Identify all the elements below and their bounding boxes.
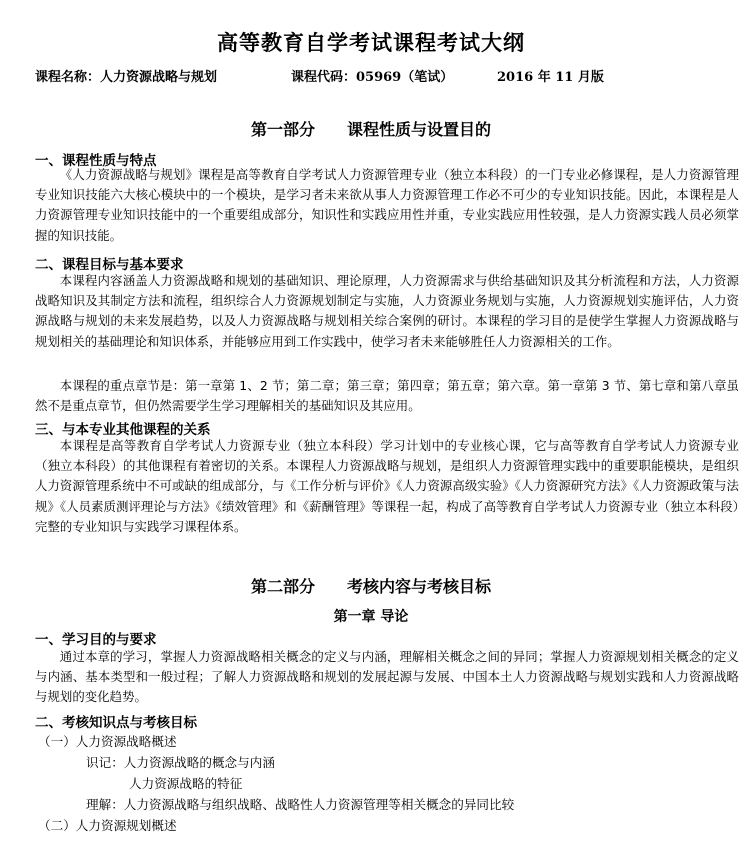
understand-line-1: 理解：人力资源战略与组织战略、战略性人力资源管理等相关概念的异同比较: [86, 797, 515, 812]
section-heading-relations: 三、与本专业其他课程的关系: [35, 422, 211, 438]
course-code: 课程代码：05969（笔试）: [291, 70, 454, 85]
recall-line-1: 识记：人力资源战略的概念与内涵: [86, 755, 275, 770]
chapter-one-title: 第一章 导论: [333, 609, 409, 625]
part-one-title: 第一部分 课程性质与设置目的: [250, 120, 491, 139]
section-heading-objectives: 二、课程目标与基本要求: [35, 257, 184, 273]
item-hr-strategy-overview: （一）人力资源战略概述: [38, 734, 177, 749]
paragraph-nature: 《人力资源战略与规划》课程是高等教育自学考试人力资源管理专业（独立本科段）的一门专业必修课程，是人力资源管理专业知识技能六大核心模块中的一个模块，是学习者未来欲从事人力资源管理工作必不可少的专业知识技能。因此，本课程是人力资源管理专业知识技能中的一个重要组成部分，知识性和实践应用性并重，专业实践应用性较强，是人力资源实践人员必须掌握的知识技能。: [35, 167, 739, 243]
edition-date: 2016 年 11 月版: [497, 70, 604, 85]
paragraph-learning-goals: 通过本章的学习，掌握人力资源战略相关概念的定义与内涵，理解相关概念之间的异同；掌握人力资源规划相关概念的定义与内涵、基本类型和一般过程；了解人力资源战略和规划的发展起源与发展、中国本土人力资源战略与规划实践和人力资源战略与规划的变化趋势。: [35, 649, 739, 705]
part-two-title: 第二部分 考核内容与考核目标: [250, 577, 491, 596]
item-hr-planning-overview: （二）人力资源规划概述: [38, 818, 177, 833]
section-heading-nature: 一、课程性质与特点: [35, 153, 157, 169]
section-heading-learning-goals: 一、学习目的与要求: [35, 632, 157, 648]
paragraph-key-chapters: 本课程的重点章节是：第一章第 1、2 节；第二章；第三章；第四章；第五章；第六章。第一章第 3 节、第七章和第八章虽然不是重点章节，但仍然需要学生学习理解相关的基础知识及其应用。: [35, 378, 739, 414]
course-name: 课程名称：人力资源战略与规划: [35, 70, 218, 85]
paragraph-objectives: 本课程内容涵盖人力资源战略和规划的基础知识、理论原理，人力资源需求与供给基础知识及其分析流程和方法，人力资源战略知识及其制定方法和流程，组织综合人力资源规划制定与实施，人力资源业务规划与实施，人力资源规划实施评估，人力资源战略与规划的未来发展趋势，以及人力资源战略与规划相关综合案例的研讨。本课程的学习目的是使学生掌握人力资源战略与规划相关的基础理论和知识体系，并能够应用到工作实践中，使学习者未来能够胜任人力资源相关的工作。: [35, 273, 739, 349]
section-heading-assessment: 二、考核知识点与考核目标: [35, 715, 197, 731]
recall-line-2: 人力资源战略的特征: [129, 776, 243, 791]
document-title: 高等教育自学考试课程考试大纲: [217, 30, 525, 55]
paragraph-relations: 本课程是高等教育自学考试人力资源专业（独立本科段）学习计划中的专业核心课，它与高等教育自学考试人力资源专业（独立本科段）的其他课程有着密切的关系。本课程人力资源战略与规划，是组织人力资源管理实践中的重要职能模块，是组织人力资源管理系统中不可或缺的组成部分，与《工作分析与评价》《人力资源高级实验》《人力资源研究方法》《人力资源政策与法规》《人员素质测评理论与方法》《绩效管理》和《薪酬管理》等课程一起，构成了高等教育自学考试人力资源专业（独立本科段）完整的专业知识与实践学习课程体系。: [35, 438, 739, 534]
